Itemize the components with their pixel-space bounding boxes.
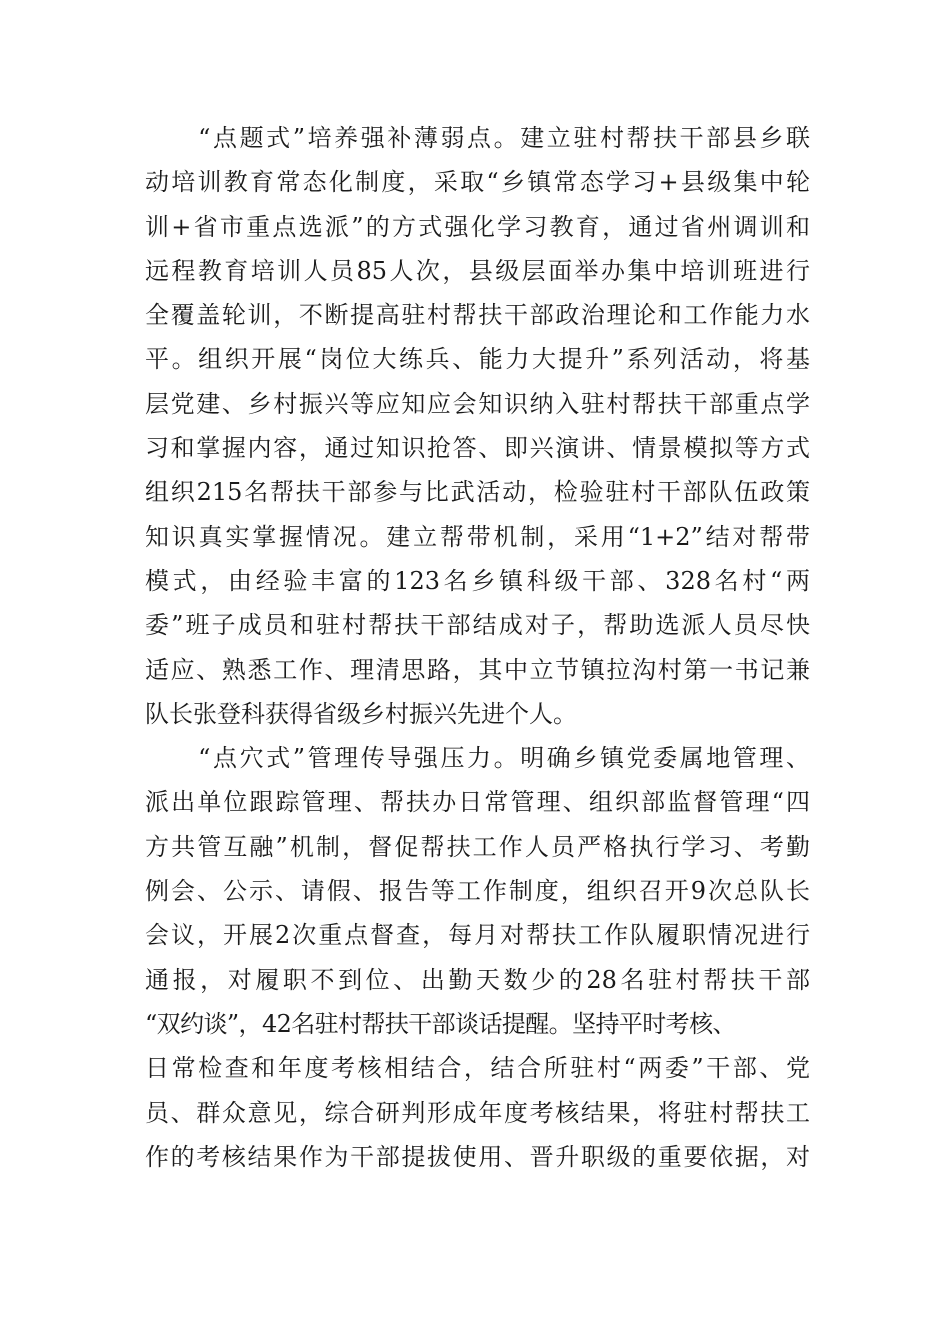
text-line: 知识真实掌握情况。建立帮带机制，采用“1+2”结对帮带: [145, 522, 810, 551]
text-line: 模式，由经验丰富的123名乡镇科级干部、328名村“两: [145, 566, 810, 595]
text-line: 层党建、乡村振兴等应知应会知识纳入驻村帮扶干部重点学: [145, 389, 810, 418]
text-line: 平。组织开展“岗位大练兵、能力大提升”系列活动，将基: [145, 345, 810, 374]
text-line: 会议，开展2次重点督查，每月对帮扶工作队履职情况进行: [145, 921, 810, 950]
text-line: 例会、公示、请假、报告等工作制度，组织召开9次总队长: [145, 877, 810, 906]
text-line: 作的考核结果作为干部提拔使用、晋升职级的重要依据，对: [145, 1142, 810, 1171]
text-line: 委”班子成员和驻村帮扶干部结成对子，帮助选派人员尽快: [145, 611, 810, 640]
text-line: 队长张登科获得省级乡村振兴先进个人。: [145, 699, 577, 728]
text-line: 派出单位跟踪管理、帮扶办日常管理、组织部监督管理“四: [145, 788, 810, 817]
text-line: 远程教育培训人员85人次，县级层面举办集中培训班进行: [145, 256, 810, 285]
text-line: 员、群众意见，综合研判形成年度考核结果，将驻村帮扶工: [145, 1098, 810, 1127]
text-line: 习和掌握内容，通过知识抢答、即兴演讲、情景模拟等方式: [145, 434, 810, 463]
text-line: 通报，对履职不到位、出勤天数少的28名驻村帮扶干部: [145, 965, 810, 994]
text-line: 全覆盖轮训，不断提高驻村帮扶干部政治理论和工作能力水: [145, 301, 810, 330]
text-line: 训+省市重点选派”的方式强化学习教育，通过省州调训和: [145, 212, 810, 241]
document-body: [145, 116, 810, 1179]
text-line: 方共管互融”机制，督促帮扶工作人员严格执行学习、考勤: [145, 832, 810, 861]
text-line: “点题式”培养强补薄弱点。建立驻村帮扶干部县乡联: [145, 124, 810, 152]
text-line: 适应、熟悉工作、理清思路，其中立节镇拉沟村第一书记兼: [145, 655, 810, 684]
text-line: “双约谈”，42名驻村帮扶干部谈话提醒。坚持平时考核、: [145, 1009, 736, 1038]
paragraph-management: [145, 736, 810, 1179]
paragraph-training: [145, 116, 810, 736]
text-line: 日常检查和年度考核相结合，结合所驻村“两委”干部、党: [145, 1054, 810, 1083]
text-line: 动培训教育常态化制度，采取“乡镇常态学习+县级集中轮: [145, 168, 810, 197]
text-line: 组织215名帮扶干部参与比武活动，检验驻村干部队伍政策: [145, 478, 810, 507]
text-line: “点穴式”管理传导强压力。明确乡镇党委属地管理、: [145, 744, 810, 773]
